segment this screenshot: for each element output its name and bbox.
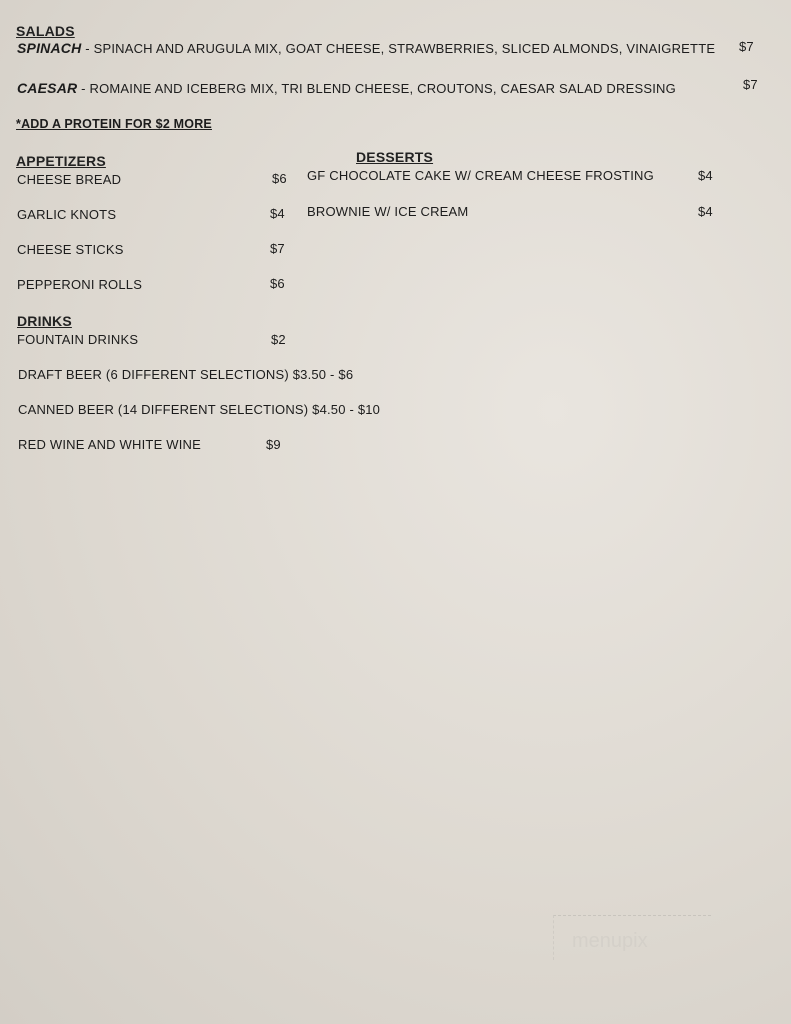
watermark-logo: menupix bbox=[553, 915, 711, 960]
drink-name: RED WINE AND WHITE WINE bbox=[18, 437, 201, 452]
appetizer-price: $6 bbox=[270, 276, 285, 291]
salad-price: $7 bbox=[743, 77, 758, 92]
dessert-name: BROWNIE W/ ICE CREAM bbox=[307, 204, 469, 219]
dessert-price: $4 bbox=[698, 168, 713, 183]
appetizer-price: $4 bbox=[270, 206, 285, 221]
salad-item-caesar bbox=[17, 80, 676, 96]
dessert-price: $4 bbox=[698, 204, 713, 219]
salad-name: SPINACH bbox=[17, 40, 82, 56]
drink-name: CANNED BEER (14 DIFFERENT SELECTIONS) $4.50 - $10 bbox=[18, 402, 381, 417]
appetizer-name: PEPPERONI ROLLS bbox=[17, 277, 143, 292]
salad-item-spinach bbox=[17, 40, 715, 56]
appetizer-price: $6 bbox=[272, 171, 287, 186]
protein-note: *ADD A PROTEIN FOR $2 MORE bbox=[16, 117, 212, 131]
drinks-heading: DRINKS bbox=[17, 313, 72, 329]
desserts-heading: DESSERTS bbox=[356, 149, 434, 165]
salad-price: $7 bbox=[739, 39, 754, 54]
drink-name: FOUNTAIN DRINKS bbox=[17, 332, 139, 347]
salad-name: CAESAR bbox=[17, 80, 78, 96]
drink-name: DRAFT BEER (6 DIFFERENT SELECTIONS) $3.50 - $6 bbox=[18, 367, 354, 382]
dessert-name: GF CHOCOLATE CAKE W/ CREAM CHEESE FROSTING bbox=[307, 168, 654, 183]
salad-description: - SPINACH AND ARUGULA MIX, GOAT CHEESE, STRAWBERRIES, SLICED ALMONDS, VINAIGRETTE bbox=[81, 41, 716, 56]
salads-heading: SALADS bbox=[16, 23, 75, 39]
appetizer-name: CHEESE BREAD bbox=[17, 172, 122, 187]
salad-description: - ROMAINE AND ICEBERG MIX, TRI BLEND CHEESE, CROUTONS, CAESAR SALAD DRESSING bbox=[77, 81, 676, 96]
appetizers-heading: APPETIZERS bbox=[16, 153, 106, 169]
appetizer-name: CHEESE STICKS bbox=[17, 242, 124, 257]
appetizer-price: $7 bbox=[270, 241, 285, 256]
drink-price: $9 bbox=[266, 437, 281, 452]
appetizer-name: GARLIC KNOTS bbox=[17, 207, 117, 222]
drink-price: $2 bbox=[271, 332, 286, 347]
